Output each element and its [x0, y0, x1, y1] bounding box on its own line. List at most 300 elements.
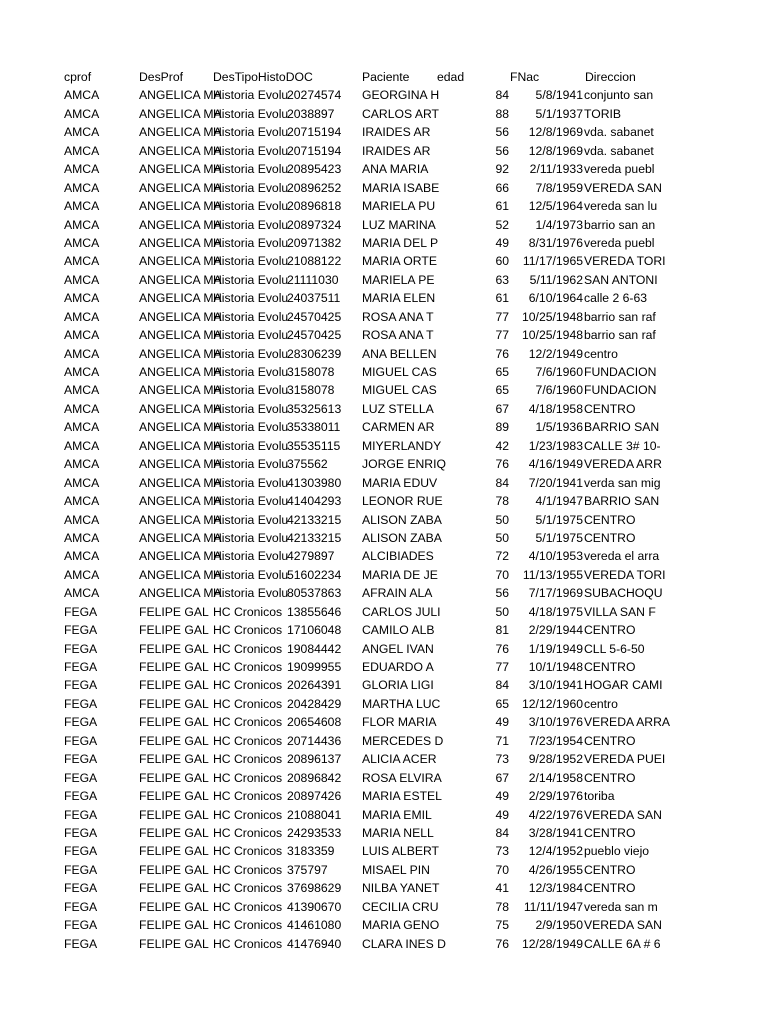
cell-edad[interactable]: 49 — [495, 235, 509, 250]
cell-fnac[interactable]: 5/1/1937 — [535, 106, 583, 121]
cell-fnac[interactable]: 7/6/1960 — [535, 365, 583, 379]
cell-direccion[interactable]: VEREDA SAN — [584, 180, 662, 195]
cell-destipohisto[interactable]: HC Cronicos — [213, 641, 283, 656]
cell-direccion[interactable]: vereda san m — [584, 899, 658, 914]
cell-fnac[interactable]: 1/5/1936 — [535, 420, 583, 435]
cell-edad[interactable]: 77 — [495, 309, 509, 324]
cell-doc[interactable]: 20428429 — [287, 696, 342, 711]
cell-direccion[interactable]: conjunto san — [584, 88, 654, 103]
cell-direccion[interactable]: VEREDA PUEI — [584, 752, 666, 767]
cell-doc[interactable]: 20896252 — [287, 180, 342, 195]
cell-doc[interactable]: 375562 — [287, 457, 328, 472]
cell-desprof[interactable]: FELIPE GAL — [139, 881, 209, 896]
cell-fnac[interactable]: 12/5/1964 — [528, 199, 583, 214]
cell-fnac[interactable]: 12/2/1949 — [528, 346, 583, 361]
cell-doc[interactable]: 80537863 — [287, 586, 342, 601]
cell-destipohisto[interactable]: Historia Evolu — [213, 309, 289, 324]
cell-paciente[interactable]: MIGUEL CAS — [362, 383, 437, 398]
cell-cprof[interactable]: AMCA — [64, 549, 100, 564]
cell-destipohisto[interactable]: Historia Evolu — [213, 217, 289, 232]
cell-fnac[interactable]: 3/10/1976 — [528, 715, 583, 730]
cell-destipohisto[interactable]: Historia Evolu — [213, 143, 289, 158]
cell-cprof[interactable]: FEGA — [64, 825, 98, 840]
cell-doc[interactable]: 13855646 — [287, 604, 342, 619]
cell-edad[interactable]: 50 — [495, 512, 509, 527]
cell-doc[interactable]: 35338011 — [287, 420, 341, 435]
cell-cprof[interactable]: FEGA — [64, 715, 98, 730]
cell-paciente[interactable]: IRAIDES AR — [362, 143, 431, 158]
cell-direccion[interactable]: TORIB — [584, 106, 622, 121]
cell-paciente[interactable]: MARIA EDUV — [362, 475, 438, 490]
cell-cprof[interactable]: AMCA — [64, 494, 100, 509]
cell-direccion[interactable]: VEREDA TORI — [584, 254, 666, 269]
cell-edad[interactable]: 77 — [495, 660, 509, 674]
cell-direccion[interactable]: vda. sabanet — [584, 125, 654, 140]
cell-direccion[interactable]: CENTRO — [584, 733, 636, 748]
cell-cprof[interactable]: AMCA — [64, 235, 100, 250]
cell-paciente[interactable]: LUZ MARINA — [362, 217, 436, 232]
cell-desprof[interactable]: ANGELICA MA — [139, 309, 222, 324]
cell-edad[interactable]: 66 — [495, 180, 509, 195]
cell-cprof[interactable]: AMCA — [64, 106, 100, 121]
cell-desprof[interactable]: ANGELICA MA — [139, 512, 222, 527]
cell-direccion[interactable]: VILLA SAN F — [584, 604, 656, 619]
cell-doc[interactable]: 41404293 — [287, 494, 342, 509]
cell-cprof[interactable]: FEGA — [64, 844, 98, 859]
cell-paciente[interactable]: LUZ STELLA — [362, 401, 434, 416]
cell-destipohisto[interactable]: Historia Evolu — [213, 272, 289, 287]
cell-fnac[interactable]: 12/12/1960 — [522, 696, 583, 711]
cell-doc[interactable]: 21088122 — [287, 254, 342, 269]
cell-fnac[interactable]: 10/25/1948 — [522, 328, 583, 343]
cell-doc[interactable]: 20715194 — [287, 143, 342, 158]
cell-cprof[interactable]: AMCA — [64, 512, 100, 527]
cell-direccion[interactable]: CENTRO — [584, 825, 636, 840]
cell-fnac[interactable]: 8/31/1976 — [528, 235, 583, 250]
cell-edad[interactable]: 67 — [495, 770, 509, 785]
cell-cprof[interactable]: AMCA — [64, 162, 100, 177]
cell-direccion[interactable]: toriba — [584, 789, 615, 804]
cell-desprof[interactable]: ANGELICA MA — [139, 143, 222, 158]
cell-fnac[interactable]: 5/1/1975 — [535, 530, 583, 545]
cell-direccion[interactable]: CENTRO — [584, 862, 636, 877]
cell-desprof[interactable]: ANGELICA MA — [139, 475, 222, 490]
cell-doc[interactable]: 20654608 — [287, 715, 342, 730]
cell-fnac[interactable]: 12/4/1952 — [528, 844, 583, 859]
cell-doc[interactable]: 35325613 — [287, 401, 342, 416]
cell-cprof[interactable]: FEGA — [64, 696, 98, 711]
cell-doc[interactable]: 51602234 — [287, 567, 342, 582]
cell-desprof[interactable]: FELIPE GAL — [139, 678, 209, 693]
cell-fnac[interactable]: 1/4/1973 — [535, 217, 583, 232]
cell-direccion[interactable]: CALLE 3# 10- — [584, 438, 661, 453]
cell-fnac[interactable]: 5/8/1941 — [535, 88, 583, 103]
cell-edad[interactable]: 63 — [495, 272, 509, 287]
cell-cprof[interactable]: AMCA — [64, 88, 100, 103]
cell-fnac[interactable]: 7/23/1954 — [528, 733, 583, 748]
cell-destipohisto[interactable]: Historia Evolu — [213, 346, 289, 361]
cell-fnac[interactable]: 12/28/1949 — [522, 936, 583, 951]
cell-edad[interactable]: 76 — [495, 346, 509, 361]
cell-fnac[interactable]: 7/17/1969 — [528, 586, 583, 601]
cell-doc[interactable]: 3183359 — [287, 844, 335, 859]
cell-desprof[interactable]: ANGELICA MA — [139, 180, 222, 195]
cell-edad[interactable]: 49 — [495, 715, 509, 730]
cell-cprof[interactable]: FEGA — [64, 789, 98, 804]
cell-edad[interactable]: 49 — [495, 789, 509, 804]
cell-desprof[interactable]: FELIPE GAL — [139, 715, 209, 730]
cell-edad[interactable]: 84 — [495, 88, 509, 103]
cell-cprof[interactable]: AMCA — [64, 346, 100, 361]
cell-fnac[interactable]: 12/8/1969 — [528, 125, 583, 140]
cell-destipohisto[interactable]: Historia Evolu — [213, 512, 289, 527]
cell-desprof[interactable]: ANGELICA MA — [139, 420, 222, 435]
cell-cprof[interactable]: AMCA — [64, 254, 100, 269]
cell-fnac[interactable]: 2/11/1933 — [529, 162, 583, 177]
cell-fnac[interactable]: 4/26/1955 — [528, 862, 583, 877]
cell-direccion[interactable]: CENTRO — [584, 401, 636, 416]
cell-cprof[interactable]: FEGA — [64, 623, 98, 638]
cell-doc[interactable]: 20896137 — [287, 752, 342, 767]
cell-edad[interactable]: 71 — [495, 733, 509, 748]
cell-cprof[interactable]: AMCA — [64, 401, 100, 416]
header-desprof[interactable]: DesProf — [139, 70, 184, 84]
cell-edad[interactable]: 88 — [495, 106, 509, 121]
cell-desprof[interactable]: ANGELICA MA — [139, 457, 222, 472]
cell-paciente[interactable]: MISAEL PIN — [362, 862, 430, 877]
cell-paciente[interactable]: MARIA DE JE — [362, 567, 438, 582]
cell-desprof[interactable]: FELIPE GAL — [139, 844, 209, 859]
cell-edad[interactable]: 56 — [495, 586, 509, 601]
cell-doc[interactable]: 41390670 — [287, 899, 342, 914]
cell-edad[interactable]: 76 — [495, 457, 509, 472]
cell-fnac[interactable]: 11/13/1955 — [522, 567, 583, 582]
cell-destipohisto[interactable]: HC Cronicos — [213, 825, 283, 840]
cell-fnac[interactable]: 3/28/1941 — [528, 825, 583, 840]
cell-edad[interactable]: 41 — [495, 881, 509, 896]
cell-cprof[interactable]: AMCA — [64, 328, 100, 343]
cell-doc[interactable]: 20715194 — [287, 125, 342, 140]
cell-direccion[interactable]: vereda puebl — [584, 162, 655, 177]
cell-desprof[interactable]: FELIPE GAL — [139, 936, 209, 951]
cell-desprof[interactable]: FELIPE GAL — [139, 789, 209, 804]
cell-fnac[interactable]: 7/20/1941 — [528, 475, 583, 490]
cell-cprof[interactable]: AMCA — [64, 420, 100, 435]
cell-desprof[interactable]: ANGELICA MA — [139, 401, 222, 416]
cell-paciente[interactable]: FLOR MARIA — [362, 715, 437, 730]
cell-cprof[interactable]: AMCA — [64, 180, 100, 195]
cell-paciente[interactable]: MARIELA PE — [362, 272, 435, 287]
cell-fnac[interactable]: 4/1/1947 — [535, 494, 583, 509]
header-fnac[interactable]: FNac — [510, 70, 540, 84]
cell-paciente[interactable]: MARIA NELL — [362, 825, 434, 840]
cell-cprof[interactable]: FEGA — [64, 881, 98, 896]
cell-direccion[interactable]: CENTRO — [584, 660, 636, 674]
cell-cprof[interactable]: AMCA — [64, 365, 100, 379]
cell-desprof[interactable]: FELIPE GAL — [139, 604, 209, 619]
cell-destipohisto[interactable]: Historia Evolu — [213, 494, 289, 509]
cell-doc[interactable]: 35535115 — [287, 438, 341, 453]
cell-edad[interactable]: 73 — [495, 752, 509, 767]
cell-doc[interactable]: 3158078 — [287, 383, 335, 398]
cell-fnac[interactable]: 4/18/1975 — [528, 604, 583, 619]
cell-desprof[interactable]: FELIPE GAL — [139, 623, 209, 638]
cell-doc[interactable]: 3158078 — [287, 365, 335, 379]
cell-fnac[interactable]: 4/10/1953 — [528, 549, 583, 564]
cell-paciente[interactable]: ALICIA ACER — [362, 752, 437, 767]
cell-cprof[interactable]: FEGA — [64, 678, 98, 693]
cell-direccion[interactable]: pueblo viejo — [584, 844, 650, 859]
cell-paciente[interactable]: ROSA ANA T — [362, 309, 434, 324]
cell-direccion[interactable]: vereda san lu — [584, 199, 658, 214]
cell-doc[interactable]: 4279897 — [287, 549, 335, 564]
cell-desprof[interactable]: FELIPE GAL — [139, 752, 209, 767]
cell-doc[interactable]: 20897426 — [287, 789, 342, 804]
cell-edad[interactable]: 52 — [495, 217, 509, 232]
cell-destipohisto[interactable]: HC Cronicos — [213, 715, 283, 730]
cell-doc[interactable]: 21111030 — [287, 272, 339, 287]
cell-destipohisto[interactable]: HC Cronicos — [213, 807, 283, 822]
cell-direccion[interactable]: CENTRO — [584, 512, 636, 527]
cell-destipohisto[interactable]: HC Cronicos — [213, 604, 283, 619]
cell-direccion[interactable]: FUNDACION — [584, 383, 657, 398]
cell-direccion[interactable]: vereda puebl — [584, 235, 655, 250]
cell-cprof[interactable]: FEGA — [64, 770, 98, 785]
cell-destipohisto[interactable]: Historia Evolu — [213, 438, 289, 453]
cell-cprof[interactable]: AMCA — [64, 438, 100, 453]
cell-doc[interactable]: 20897324 — [287, 217, 342, 232]
cell-direccion[interactable]: VEREDA ARRA — [584, 715, 671, 730]
cell-paciente[interactable]: ANA BELLEN — [362, 346, 437, 361]
cell-direccion[interactable]: CENTRO — [584, 770, 636, 785]
cell-paciente[interactable]: MARIELA PU — [362, 199, 436, 214]
cell-edad[interactable]: 84 — [495, 825, 509, 840]
cell-direccion[interactable]: SUBACHOQU — [584, 586, 663, 601]
cell-desprof[interactable]: ANGELICA MA — [139, 125, 222, 140]
cell-doc[interactable]: 41461080 — [287, 918, 342, 933]
cell-doc[interactable]: 37698629 — [287, 881, 342, 896]
cell-desprof[interactable]: ANGELICA MA — [139, 328, 222, 343]
cell-fnac[interactable]: 9/28/1952 — [528, 752, 583, 767]
cell-cprof[interactable]: AMCA — [64, 125, 100, 140]
cell-desprof[interactable]: FELIPE GAL — [139, 641, 209, 656]
cell-destipohisto[interactable]: HC Cronicos — [213, 881, 283, 896]
cell-edad[interactable]: 76 — [495, 641, 509, 656]
cell-edad[interactable]: 49 — [495, 807, 509, 822]
cell-doc[interactable]: 21088041 — [287, 807, 342, 822]
cell-fnac[interactable]: 11/11/1947 — [523, 899, 583, 914]
cell-destipohisto[interactable]: Historia Evolu — [213, 420, 289, 435]
cell-doc[interactable]: 375797 — [287, 862, 328, 877]
cell-destipohisto[interactable]: Historia Evolu — [213, 162, 289, 177]
cell-cprof[interactable]: FEGA — [64, 733, 98, 748]
cell-paciente[interactable]: ANGEL IVAN — [362, 641, 434, 656]
cell-edad[interactable]: 65 — [495, 365, 509, 379]
cell-desprof[interactable]: ANGELICA MA — [139, 88, 222, 103]
cell-destipohisto[interactable]: Historia Evolu — [213, 530, 289, 545]
cell-paciente[interactable]: CLARA INES D — [362, 936, 446, 951]
cell-doc[interactable]: 20264391 — [287, 678, 342, 693]
cell-doc[interactable]: 42133215 — [287, 512, 342, 527]
cell-paciente[interactable]: MARTHA LUC — [362, 696, 441, 711]
cell-paciente[interactable]: MARIA GENO — [362, 918, 440, 933]
cell-paciente[interactable]: EDUARDO A — [362, 660, 434, 674]
header-direccion[interactable]: Direccion — [585, 70, 636, 84]
cell-doc[interactable]: 24570425 — [287, 309, 342, 324]
cell-cprof[interactable]: AMCA — [64, 199, 100, 214]
cell-edad[interactable]: 73 — [495, 844, 509, 859]
cell-desprof[interactable]: FELIPE GAL — [139, 696, 209, 711]
cell-desprof[interactable]: FELIPE GAL — [139, 918, 209, 933]
cell-cprof[interactable]: AMCA — [64, 383, 100, 398]
cell-destipohisto[interactable]: Historia Evolu — [213, 106, 289, 121]
cell-doc[interactable]: 19084442 — [287, 641, 342, 656]
cell-edad[interactable]: 89 — [495, 420, 509, 435]
cell-doc[interactable]: 20896818 — [287, 199, 342, 214]
cell-destipohisto[interactable]: HC Cronicos — [213, 789, 283, 804]
cell-fnac[interactable]: 12/8/1969 — [528, 143, 583, 158]
cell-doc[interactable]: 24037511 — [287, 291, 341, 306]
cell-destipohisto[interactable]: Historia Evolu — [213, 567, 289, 582]
cell-paciente[interactable]: MIYERLANDY — [362, 438, 442, 453]
cell-cprof[interactable]: AMCA — [64, 272, 100, 287]
cell-destipohisto[interactable]: Historia Evolu — [213, 180, 289, 195]
cell-destipohisto[interactable]: Historia Evolu — [213, 586, 289, 601]
cell-doc[interactable]: 28306239 — [287, 346, 342, 361]
cell-fnac[interactable]: 2/29/1976 — [528, 789, 583, 804]
cell-destipohisto[interactable]: Historia Evolu — [213, 328, 289, 343]
cell-desprof[interactable]: ANGELICA MA — [139, 530, 222, 545]
cell-paciente[interactable]: LUIS ALBERT — [362, 844, 439, 859]
cell-desprof[interactable]: ANGELICA MA — [139, 567, 222, 582]
cell-desprof[interactable]: ANGELICA MA — [139, 549, 222, 564]
cell-paciente[interactable]: IRAIDES AR — [362, 125, 431, 140]
cell-desprof[interactable]: FELIPE GAL — [139, 770, 209, 785]
cell-paciente[interactable]: CAMILO ALB — [362, 623, 435, 638]
cell-doc[interactable]: 17106048 — [287, 623, 342, 638]
cell-edad[interactable]: 77 — [495, 328, 509, 343]
cell-paciente[interactable]: CARLOS ART — [362, 106, 439, 121]
cell-paciente[interactable]: AFRAIN ALA — [362, 586, 433, 601]
cell-fnac[interactable]: 5/11/1962 — [529, 272, 583, 287]
cell-edad[interactable]: 70 — [495, 862, 509, 877]
cell-cprof[interactable]: FEGA — [64, 807, 98, 822]
cell-destipohisto[interactable]: HC Cronicos — [213, 733, 283, 748]
cell-paciente[interactable]: CARLOS JULI — [362, 604, 441, 619]
cell-paciente[interactable]: JORGE ENRIQ — [362, 457, 446, 472]
cell-paciente[interactable]: CARMEN AR — [362, 420, 435, 435]
cell-desprof[interactable]: ANGELICA MA — [139, 586, 222, 601]
cell-edad[interactable]: 72 — [495, 549, 509, 564]
cell-fnac[interactable]: 2/9/1950 — [535, 918, 583, 933]
cell-edad[interactable]: 61 — [495, 291, 509, 306]
cell-paciente[interactable]: LEONOR RUE — [362, 494, 443, 509]
cell-paciente[interactable]: GEORGINA H — [362, 88, 440, 103]
cell-direccion[interactable]: CALLE 6A # 6 — [584, 936, 661, 951]
cell-cprof[interactable]: FEGA — [64, 936, 98, 951]
cell-destipohisto[interactable]: HC Cronicos — [213, 752, 283, 767]
cell-fnac[interactable]: 10/25/1948 — [522, 309, 583, 324]
cell-destipohisto[interactable]: Historia Evolu — [213, 383, 289, 398]
cell-doc[interactable]: 41476940 — [287, 936, 342, 951]
cell-direccion[interactable]: vereda el arra — [584, 549, 660, 564]
cell-doc[interactable]: 24570425 — [287, 328, 342, 343]
cell-desprof[interactable]: ANGELICA MA — [139, 291, 222, 306]
cell-cprof[interactable]: FEGA — [64, 752, 98, 767]
cell-edad[interactable]: 78 — [495, 494, 509, 509]
cell-destipohisto[interactable]: HC Cronicos — [213, 899, 283, 914]
cell-desprof[interactable]: ANGELICA MA — [139, 217, 222, 232]
cell-desprof[interactable]: ANGELICA MA — [139, 383, 222, 398]
cell-direccion[interactable]: VEREDA ARR — [584, 457, 662, 472]
cell-fnac[interactable]: 4/22/1976 — [528, 807, 583, 822]
header-paciente[interactable]: Paciente — [362, 70, 410, 84]
cell-desprof[interactable]: FELIPE GAL — [139, 825, 209, 840]
cell-cprof[interactable]: AMCA — [64, 217, 100, 232]
cell-desprof[interactable]: ANGELICA MA — [139, 106, 222, 121]
cell-direccion[interactable]: VEREDA SAN — [584, 807, 662, 822]
cell-edad[interactable]: 65 — [495, 383, 509, 398]
cell-fnac[interactable]: 1/23/1983 — [528, 438, 583, 453]
cell-paciente[interactable]: MIGUEL CAS — [362, 365, 437, 379]
cell-cprof[interactable]: AMCA — [64, 586, 100, 601]
cell-fnac[interactable]: 6/10/1964 — [528, 291, 583, 306]
cell-destipohisto[interactable]: Historia Evolu — [213, 254, 289, 269]
cell-doc[interactable]: 20895423 — [287, 162, 342, 177]
cell-direccion[interactable]: VEREDA TORI — [584, 567, 666, 582]
cell-edad[interactable]: 61 — [495, 199, 509, 214]
cell-edad[interactable]: 92 — [495, 162, 509, 177]
cell-fnac[interactable]: 1/19/1949 — [528, 641, 583, 656]
cell-fnac[interactable]: 2/29/1944 — [528, 623, 583, 638]
cell-destipohisto[interactable]: Historia Evolu — [213, 125, 289, 140]
cell-paciente[interactable]: GLORIA LIGI — [362, 678, 434, 693]
cell-destipohisto[interactable]: Historia Evolu — [213, 235, 289, 250]
cell-edad[interactable]: 65 — [495, 696, 509, 711]
cell-doc[interactable]: 2038897 — [287, 106, 335, 121]
cell-fnac[interactable]: 11/17/1965 — [522, 254, 583, 269]
cell-doc[interactable]: 20274574 — [287, 88, 342, 103]
header-destipohisto[interactable]: DesTipoHistoDOC — [213, 70, 313, 84]
cell-paciente[interactable]: ROSA ELVIRA — [362, 770, 442, 785]
cell-doc[interactable]: 20714436 — [287, 733, 342, 748]
cell-fnac[interactable]: 10/1/1948 — [528, 660, 583, 674]
header-edad[interactable]: edad — [437, 70, 465, 84]
cell-edad[interactable]: 60 — [495, 254, 509, 269]
cell-direccion[interactable]: SAN ANTONI — [584, 272, 658, 287]
cell-paciente[interactable]: ROSA ANA T — [362, 328, 434, 343]
cell-doc[interactable]: 19099955 — [287, 660, 342, 674]
cell-cprof[interactable]: FEGA — [64, 918, 98, 933]
cell-desprof[interactable]: FELIPE GAL — [139, 862, 209, 877]
cell-desprof[interactable]: ANGELICA MA — [139, 494, 222, 509]
cell-destipohisto[interactable]: HC Cronicos — [213, 862, 283, 877]
header-cprof[interactable]: cprof — [64, 70, 92, 84]
cell-desprof[interactable]: FELIPE GAL — [139, 660, 209, 674]
cell-paciente[interactable]: MARIA ORTE — [362, 254, 437, 269]
cell-destipohisto[interactable]: Historia Evolu — [213, 88, 289, 103]
cell-fnac[interactable]: 5/1/1975 — [535, 512, 583, 527]
cell-doc[interactable]: 42133215 — [287, 530, 342, 545]
cell-paciente[interactable]: MARIA DEL P — [362, 235, 439, 250]
cell-edad[interactable]: 84 — [495, 475, 509, 490]
cell-edad[interactable]: 50 — [495, 604, 509, 619]
cell-cprof[interactable]: AMCA — [64, 143, 100, 158]
cell-destipohisto[interactable]: Historia Evolu — [213, 365, 289, 379]
cell-destipohisto[interactable]: HC Cronicos — [213, 770, 283, 785]
cell-direccion[interactable]: CENTRO — [584, 881, 636, 896]
cell-edad[interactable]: 78 — [495, 899, 509, 914]
